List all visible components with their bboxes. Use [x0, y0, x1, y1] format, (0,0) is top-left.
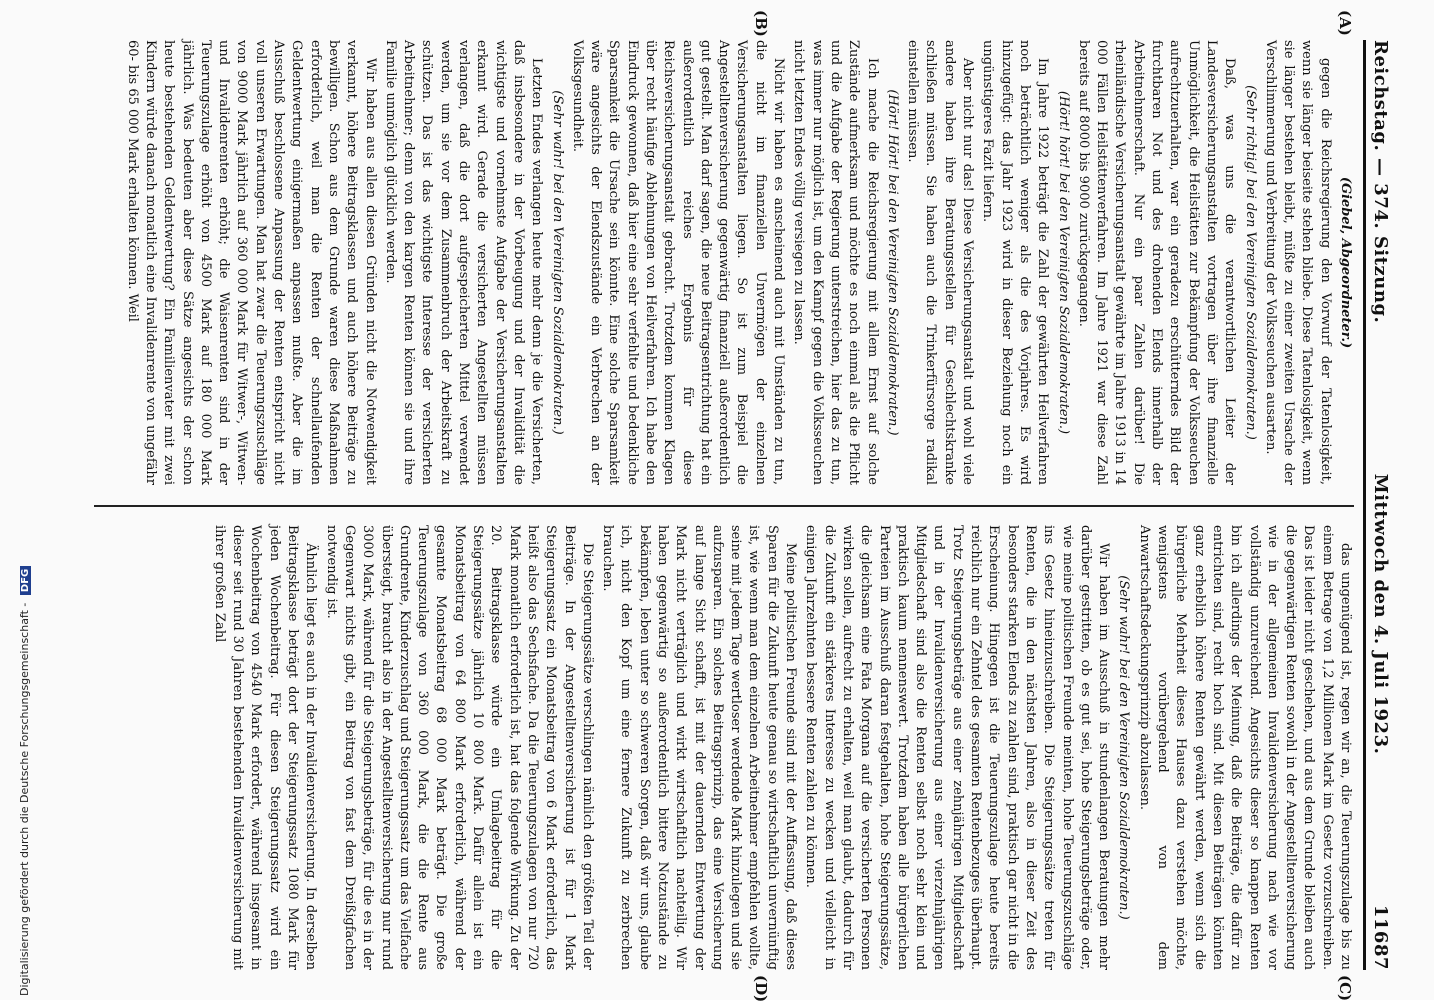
paragraph: Die Steigerungssätze verschlingen nämlich den größten Teil der Beiträge. In der Angestelltenversicherung ist für 1 Mark Steigerungssatz ein Monatsbeitrag von 6 Mark erforderlich, das heißt also das Sechsfache. Da die Teuerungszulagen von nur 720 Mark monatlich erforderlich ist, hat das folgende Wirkung. Zu der 20. Beitragsklasse würde ein Umlagebeitrag für die Steigerungssätze jährlich 10 800 Mark. Dafür allein ist ein Monatsbeitrag von 64 800 Mark erforderlich, während der gesamte Monatsbeitrag 68 000 Mark beträgt. Die große Teuerungszulage von 360 000 Mark, die die Rente aus Grundrente, Kinderzuschlag und Steigerungssatz um das Vielfache übersteigt, braucht also in der Angestelltenversicherung nur rund 3000 Mark, während für die Steigerungsbeträge, für die es in der Gegenwart nichts gibt, ein Beitrag von fast dem Dreißigfachen notwendig ist.	[323, 525, 595, 970]
digitization-credit	[2, 0, 31, 1000]
paragraph: Wir haben im Ausschuß in stundenlangen Beratungen mehr darüber gestritten, ob es gut sei, hohe Steigerungsbeträge oder, wie meine politischen Freunde meinten, hohe Teuerungszuschläge ins Gesetz hineinzuschreiben. Die Steigerungssätze treten für Renten, die in den nächsten Jahren, also in dieser Zeit des besonders starken Elends zu zahlen sind, praktisch gar nicht in die Erscheinung. Hingegen ist die Teuerungszulage heute bereits reichlich nur ein Zehntel des gesamten Rentenbezuges überhaupt. Trotz Steigerungsbeträge aus einer zehnjährigen Mitgliedschaft und in der Invalidenversicherung aus einer vierzehnjährigen Mitgliedschaft sind also die Renten selbst noch sehr klein und praktisch kaum nennenswert. Trotzdem haben alle bürgerlichen Parteien im Ausschuß daran festgehalten, hohe Steigerungssätze, die gleichsam eine Fata Morgana auf die versicherten Personen wirken sollen, aufrecht zu erhalten, weil man glaubt, dadurch für die Zukunft ein stärkeres Interesse zu wecken und vielleicht in einigen Jahrzehnten bessere Renten zahlen zu können.	[803, 525, 1112, 970]
speaker-label: (Giebel, Abgeordneter.)	[1338, 176, 1353, 349]
margin-mark-c: (C)	[1336, 975, 1354, 1002]
margin-mark-b: (B)	[752, 10, 770, 37]
header-rule	[1363, 40, 1366, 970]
credit-text: Digitalisierung gefördert durch die Deutsche Forschungsgemeinschaft -	[18, 602, 31, 996]
page-number: 11687	[1370, 904, 1391, 970]
paragraph: Wir haben aus allen diesen Gründen nicht die Notwendigkeit verkannt, höhere Beitragsklassen und auch höhere Beiträge zu bewilligen. Schon aus dem Grunde waren diese Maßnahmen erforderlich, weil man die Renten der schnellaufenden Geldentwertung einigermaßen anpassen mußte. Aber die im Ausschuß beschlossene Anpassung der Renten entspricht nicht voll unseren Erwartungen. Man hat zwar die Teuerungszuschläge von 9000 Mark jährlich auf 360 000 Mark für Witwer-, Witwen- und Invalidenrenten erhöht; die Waisenrenten sind in der Teuerungszulage erhöht von 4500 Mark auf 180 000 Mark jährlich. Was bedeuten aber diese Sätze angesichts der schon heute bestehenden Geldentwertung? Ein Familienvater mit zwei Kindern würde danach monatlich eine Invalidenrente von ungefähr 60- bis 65 000 Mark erhalten können. Weil	[124, 40, 378, 485]
dfg-logo: DFG	[20, 566, 31, 595]
interjection: (Sehr richtig! bei den Vereinigten Sozialdemokraten.)	[1242, 85, 1258, 440]
interjection: (Sehr wahr! bei den Vereinigten Sozialdemokraten.)	[549, 90, 565, 435]
interjection: (Hört! hört! bei den Vereinigten Sozialdemokraten.)	[1055, 90, 1071, 435]
column-divider	[94, 505, 1354, 507]
paragraph: Aber nicht nur das! Diese Versicherungsanstalt und wohl viele andere haben ihre Beratungsstellen für Geschlechtskranke schließen müssen. Sie haben auch die Trinkerfürsorge radikal einstellen müssen.	[905, 40, 976, 485]
left-column	[94, 40, 1354, 485]
right-column	[94, 525, 1354, 970]
paragraph: gegen die Reichsregierung den Vorwurf der Tatenlosigkeit, wenn sie länger beiseite stehen bliebe. Diese Tatenlosigkeit, wenn sie länger bestehen bleibt, müßte zu einer zweiten Ursache der Verschlimmerung und Verbreitung der Volksseuchen ausarten.	[1262, 40, 1333, 485]
paragraph: Letzten Endes verlangen heute mehr denn je die Versicherten, daß insbesondere in der Vorbeugung und der Invalidität die wichtigste und vornehmste Aufgabe der Versicherungsanstalten erkannt wird. Gerade die versicherten Angestellten müssen verlangen, daß die dort aufgespeicherten Mittel verwendet werden, um sie vor dem Zusammenbruch der Arbeitskraft zu schützen. Das ist das wichtigste Interesse der versicherten Arbeitnehmer; denn von den kargen Renten können sie und ihre Familie unmöglich glücklich werden.	[382, 40, 545, 485]
paragraph: Meine politischen Freunde sind mit der Auffassung, daß dieses Sparen für die Zukunft heute genau so wirtschaftlich unvernünftig ist, wie wenn man dem einzelnen Arbeitnehmer empfehlen wollte, seine mit jedem Tage wertloser werdende Mark hinzulegen und sie aufzusparen. Ein solches Beitragsprinzip, das eine Versicherung auf lange Sicht schafft, ist mit der dauernden Entwertung der Mark nicht verträglich und wirkt wirtschaftlich nachteilig. Wir haben gegenwärtig so außerordentlich bittere Notzustände zu bekämpfen, leben unter so schweren Sorgen, daß wir uns, glaube ich, nicht den Kopf um eine fernere Zukunft zu zerbrechen brauchen.	[600, 525, 799, 970]
header-left: Reichstag. — 374. Sitzung.	[1370, 40, 1391, 324]
paragraph: Ich mache die Reichsregierung mit allem Ernst auf solche Zustände aufmerksam und möchte es noch einmal als die Pflicht und die Aufgabe der Regierung unterstreichen, hier das zu tun, was immer nur möglich ist, um den Kampf gegen die Volksseuchen nicht letzten Endes völlig versiegen zu lassen.	[791, 40, 880, 485]
page-header	[1370, 40, 1410, 970]
paragraph: Nicht wir haben es anscheinend auch mit Umständen zu tun, die nicht im finanziellen Unvermögen der einzelnen Versicherungsanstalten liegen. So ist zum Beispiel die Angestelltenversicherung gegenwärtig finanziell außerordentlich gut gestellt. Man darf sagen, die neue Beitragsentrichtung hat ein außerordentlich reiches Ergebnis für diese Reichsversicherungsanstalt gebracht. Trotzdem kommen Klagen über recht häufige Ablehnungen von Heilverfahren. Ich habe den Eindruck gewonnen, daß hier eine sehr verfehlte und bedenkliche Sparsamkeit die Ursache sein könnte. Eine solche Sparsamkeit wäre angesichts der Elendszustände ein Verbrechen an der Volksgesundheit.	[569, 40, 787, 485]
interjection: (Sehr wahr! bei den Vereinigten Sozialdemokraten.)	[1116, 575, 1132, 920]
paragraph: Daß, was uns die verantwortlichen Leiter der Landesversicherungsanstalten vortragen über ihre finanzielle Unmöglichkeit, die Heilstätten zur Bekämpfung der Volksseuchen aufrechtzuerhalten, war ein geradezu erschütterndes Bild der furchtbaren Not und des drohenden Elends innerhalb der Arbeitnehmerschaft. Nur ein paar Zahlen darüber! Die rheinländische Versicherungsanstalt gewährte im Jahre 1913 in 14 000 Fällen Heilstättenverfahren. Im Jahre 1921 war diese Zahl bereits auf 8000 bis 9000 zurückgegangen.	[1075, 40, 1238, 485]
paragraph: Im Jahre 1922 beträgt die Zahl der gewährten Heilverfahren noch beträchtlich weniger als die des Vorjahres. Es wird hinzugefügt: das Jahr 1923 wird in dieser Beziehung noch ein ungünstigeres Fazit liefern.	[980, 40, 1051, 485]
newspaper-page	[80, 10, 1410, 1002]
interjection: (Hört! Hört! bei den Vereinigten Sozialdemokraten.)	[884, 89, 900, 436]
margin-mark-d: (D)	[752, 975, 770, 1002]
header-date: Mittwoch den 4. Juli 1923.	[1370, 473, 1391, 755]
paragraph: das ungenügend ist, regen wir an, die Teuerungszulage bis zu einem Betrage von 1,2 Millionen Mark im Gesetz vorzuschreiben. Das ist leider nicht geschehen, und aus dem Grunde bleiben auch die gegenwärtigen Renten sowohl in der Angestelltenversicherung wie in der allgemeinen Invalidenversicherung nach wie vor vollständig unzureichend. Angesichts dieser so knappen Renten bin ich allerdings der Meinung, daß die Beiträge, die dafür zu entrichten sind, recht hoch sind. Mit diesen Beiträgen könnten ganz erheblich höhere Renten gewährt werden, wenn sich die bürgerliche Mehrheit dieses Hauses dazu verstehen möchte, wenigstens vorübergehend von dem Anwartschaftsdeckungsprinzip abzulassen.	[1136, 525, 1353, 970]
margin-mark-a: (A)	[1336, 10, 1354, 36]
paragraph: Ähnlich liegt es auch in der Invalidenversicherung. In derselben Beitragsklasse beträgt dort der Steigerungssatz 1080 Mark für jeden Wochenbeitrag. Für diesen Steigerungssatz wird ein Wochenbeitrag von 4540 Mark erfordert, während insgesamt in dieser seit rund 30 Jahren bestehenden Invalidenversicherung mit ihrer großen Zahl	[211, 525, 319, 970]
